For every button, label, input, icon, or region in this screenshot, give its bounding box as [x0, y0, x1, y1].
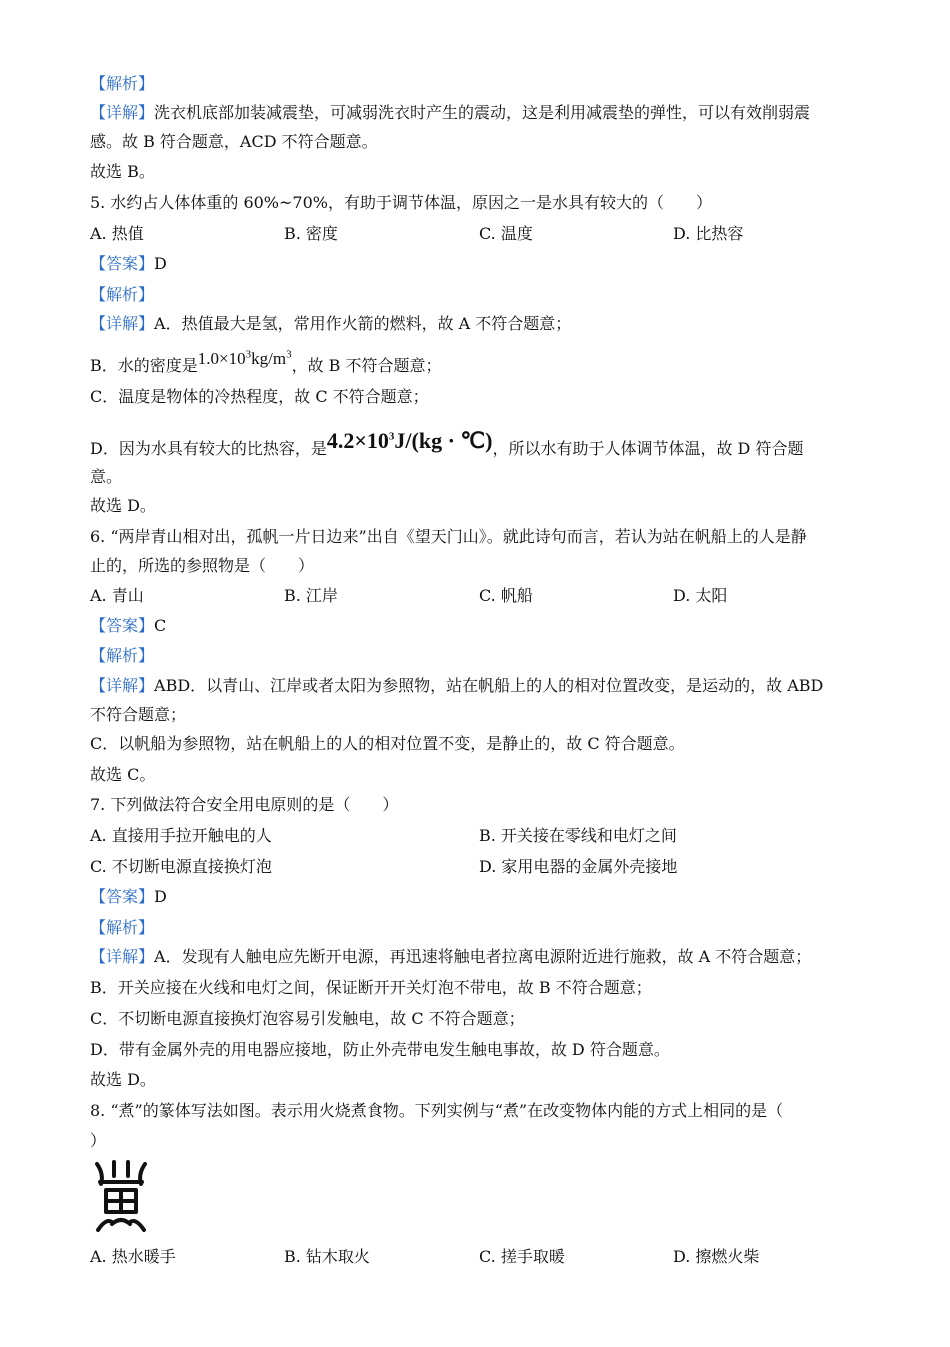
q7-detail: [90, 946, 811, 968]
q5-detail-d: [90, 428, 804, 460]
q5-detail: [90, 313, 571, 335]
formula-unit: J/(kg · ℃): [394, 428, 493, 453]
density-formula: [198, 349, 292, 368]
q6-selection: 故选 C。: [90, 765, 156, 784]
q6-option-c: C. 帆船: [479, 586, 533, 605]
heat-capacity-formula: [327, 428, 493, 453]
text: ，故 B 不符合题意；: [291, 356, 442, 375]
q5-selection: 故选 D。: [90, 496, 156, 515]
q7-detail-c: C．不切断电源直接换灯泡容易引发触电，故 C 不符合题意；: [90, 1009, 525, 1028]
text: D．因为水具有较大的比热容，是: [90, 439, 327, 458]
q8-option-b: B. 钻木取火: [284, 1247, 370, 1266]
q8-option-a: A. 热水暖手: [90, 1247, 176, 1266]
q5-detail-b: [90, 348, 442, 377]
formula-unit-exp: 3: [286, 348, 292, 361]
q6-option-d: D. 太阳: [673, 586, 728, 605]
answer-value: C: [154, 616, 167, 635]
q5-option-c: C. 温度: [479, 224, 533, 243]
q7-selection: 故选 D。: [90, 1070, 156, 1089]
q7-option-b: B. 开关接在零线和电灯之间: [479, 826, 677, 845]
q6-detail-cont: 不符合题意；: [90, 705, 187, 724]
question-5: 5. 水约占人体体重的 60%~70%，有助于调节体温，原因之一是水具有较大的（ ）: [90, 193, 712, 212]
q5-analysis-tag: 【解析】: [90, 285, 155, 304]
formula-base: 1.0×10: [197, 349, 246, 368]
text: B．水的密度是: [90, 356, 198, 375]
q7-detail-b: B．开关应接在火线和电灯之间，保证断开开关灯泡不带电，故 B 不符合题意；: [90, 978, 652, 997]
q8-option-c: C. 搓手取暖: [479, 1247, 565, 1266]
q7-analysis-tag: 【解析】: [90, 918, 155, 937]
q7-option-a: A. 直接用手拉开触电的人: [90, 826, 272, 845]
q7-option-c: C. 不切断电源直接换灯泡: [90, 857, 272, 876]
q7-detail-d: D．带有金属外壳的用电器应接地，防止外壳带电发生触电事故，故 D 符合题意。: [90, 1040, 670, 1059]
q6-option-a: A. 青山: [90, 586, 144, 605]
q6-option-b: B. 江岸: [284, 586, 338, 605]
q5-answer: [90, 253, 167, 275]
formula-exp: 3: [388, 430, 395, 443]
answer-value: D: [154, 887, 167, 906]
q5-option-b: B. 密度: [284, 224, 338, 243]
analysis-tag: 【解析】: [90, 74, 155, 93]
answer-selection: 故选 B。: [90, 162, 155, 181]
seal-script-image: [92, 1160, 150, 1234]
question-6-cont: 止的，所选的参照物是（ ）: [90, 556, 315, 575]
question-6: 6. “两岸青山相对出，孤帆一片日边来”出自《望天门山》。就此诗句而言，若认为站在帆船上的人是静: [90, 527, 807, 546]
answer-tag: 【答案】: [90, 616, 155, 635]
question-8-cont: ）: [90, 1131, 107, 1150]
formula-base: 4.2×10: [326, 428, 389, 453]
q6-analysis-tag: 【解析】: [90, 646, 155, 665]
detail-tag: 【详解】: [90, 947, 155, 966]
q6-detail: [90, 675, 823, 697]
question-7: 7. 下列做法符合安全用电原则的是（ ）: [90, 795, 399, 814]
q7-answer: [90, 886, 167, 908]
q7-option-d: D. 家用电器的金属外壳接地: [479, 857, 678, 876]
answer-tag: 【答案】: [90, 254, 155, 273]
q5-option-a: A. 热值: [90, 224, 144, 243]
detail-tag: 【详解】: [90, 314, 155, 333]
detail-continued: 感。故 B 符合题意，ACD 不符合题意。: [90, 132, 378, 151]
q6-detail-c: C．以帆船为参照物，站在帆船上的人的相对位置不变，是静止的，故 C 符合题意。: [90, 734, 685, 753]
formula-unit: kg/m: [251, 349, 287, 368]
detail-text: A．发现有人触电应先断开电源，再迅速将触电者拉离电源附近进行施救，故 A 不符合题意；: [154, 947, 812, 966]
q8-option-d: D. 擦燃火柴: [673, 1247, 760, 1266]
seal-script-glyph: [97, 1162, 145, 1230]
formula-exp: 3: [245, 348, 252, 361]
q5-detail-c: C．温度是物体的冷热程度，故 C 不符合题意；: [90, 387, 429, 406]
answer-value: D: [154, 254, 167, 273]
question-8: 8. “煮”的篆体写法如图。表示用火烧煮食物。下列实例与“煮”在改变物体内能的方式上相同的是（: [90, 1101, 784, 1120]
detail-line: [90, 102, 810, 124]
answer-tag: 【答案】: [90, 887, 155, 906]
detail-tag: 【详解】: [90, 103, 155, 122]
q5-detail-d-cont: 意。: [90, 467, 123, 486]
detail-text: 洗衣机底部加装减震垫，可减弱洗衣时产生的震动，这是利用减震垫的弹性，可以有效削弱震: [154, 103, 811, 122]
q5-option-d: D. 比热容: [673, 224, 744, 243]
detail-tag: 【详解】: [90, 676, 155, 695]
q6-answer: [90, 615, 166, 637]
text: ，所以水有助于人体调节体温，故 D 符合题: [492, 439, 804, 458]
detail-text: ABD．以青山、江岸或者太阳为参照物，站在帆船上的人的相对位置改变，是运动的，故 ABD: [154, 676, 824, 695]
detail-text: A．热值最大是氢，常用作火箭的燃料，故 A 不符合题意；: [154, 314, 572, 333]
